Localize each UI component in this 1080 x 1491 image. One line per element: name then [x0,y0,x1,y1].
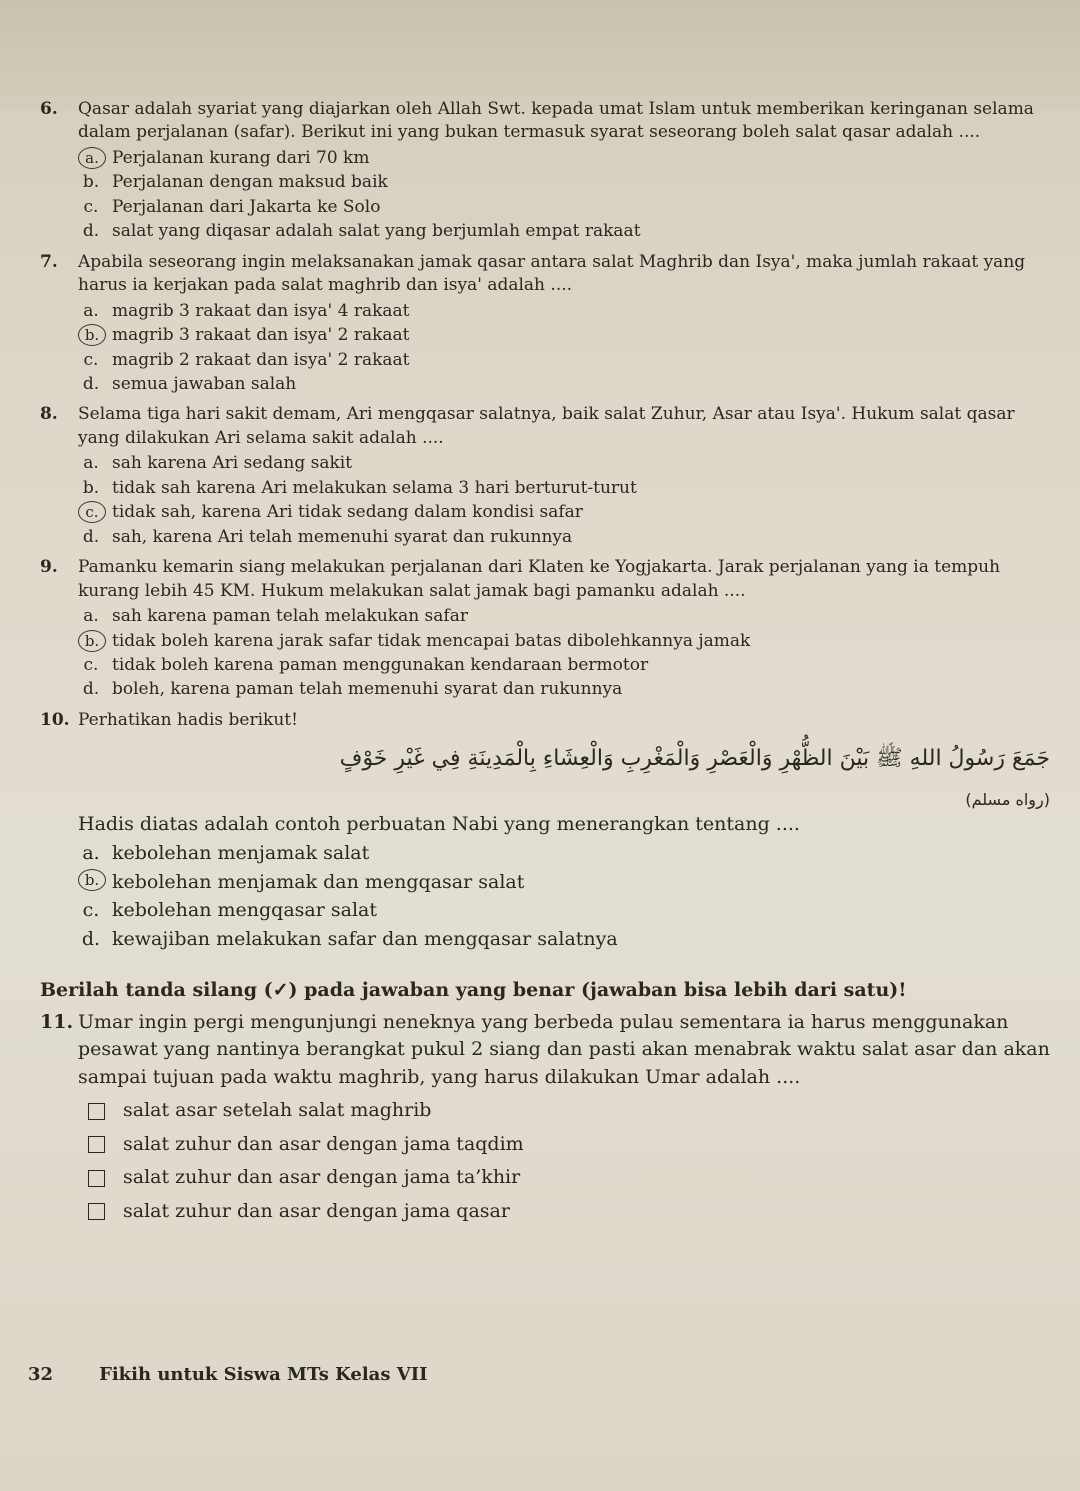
option-a[interactable] [78,147,1050,170]
option-text: Perjalanan dari Jakarta ke Solo [112,196,381,217]
page-footer [28,1364,428,1385]
option-text: boleh, karena paman telah memenuhi syarat dan rukunnya [112,679,623,700]
checkbox-list [78,1097,1050,1225]
option-d[interactable] [78,373,1050,396]
option-letter: d. [82,373,100,394]
option-d[interactable] [78,678,1050,701]
question-number: 7. [40,251,58,272]
checkbox-icon[interactable] [88,1103,105,1120]
option-letter: d. [82,679,100,700]
checkbox-option-1[interactable] [78,1097,1050,1125]
option-text: tidak boleh karena jarak safar tidak mencapai batas dibolehkannya jamak [112,630,751,651]
question-10 [40,709,1050,955]
option-letter-circled: b. [78,869,106,891]
option-text: kebolehan menjamak dan mengqasar salat [112,870,525,893]
option-text: sah karena Ari sedang sakit [112,453,353,474]
option-a[interactable] [78,840,1050,868]
checkbox-option-3[interactable] [78,1164,1050,1192]
multiple-choice-section [40,98,1050,703]
option-letter-circled: b. [78,324,106,346]
option-text: sah karena paman telah melakukan safar [112,606,468,627]
option-c[interactable] [78,654,1050,677]
book-title: Fikih untuk Siswa MTs Kelas VII [99,1364,428,1385]
question-stem: Perhatikan hadis berikut! [78,709,298,730]
checkbox-label: salat zuhur dan asar dengan jama ta’khir [123,1166,521,1189]
checkbox-icon[interactable] [88,1203,105,1220]
option-a[interactable] [78,300,1050,323]
option-b[interactable] [78,869,1050,897]
option-list [78,452,1050,549]
checkbox-label: salat zuhur dan asar dengan jama taqdim [123,1132,524,1155]
question-number: 10. [40,709,70,730]
option-letter: d. [82,526,100,547]
hadith-narrator: (رواه مسلم) [965,789,1050,809]
option-b[interactable] [78,477,1050,500]
section-instruction: Berilah tanda silang (✓) pada jawaban yang benar (jawaban bisa lebih dari satu)! [40,978,907,1001]
option-letter: a. [82,842,100,865]
option-c[interactable] [78,501,1050,524]
option-text: tidak sah, karena Ari tidak sedang dalam kondisi safar [112,502,583,523]
option-text: tidak sah karena Ari melakukan selama 3 hari berturut-turut [112,477,637,498]
page-number: 32 [28,1364,54,1385]
checkbox-option-4[interactable] [78,1198,1050,1226]
option-letter: a. [83,606,99,627]
question-number: 11. [40,1010,74,1033]
option-text: magrib 3 rakaat dan isya' 4 rakaat [112,300,410,321]
checkbox-icon[interactable] [88,1170,105,1187]
option-letter: c. [82,899,100,922]
option-text: semua jawaban salah [112,373,297,394]
question-number: 6. [40,99,58,119]
hadith-arabic-text: جَمَعَ رَسُولُ اللهِ ﷺ بَيْنَ الظُّهْرِ وَالْعَصْرِ وَالْمَغْرِبِ وَالْعِشَاءِ بِالْمَدِينَةِ فِي غَيْرِ خَوْفٍ [339,746,1050,772]
option-c[interactable] [78,196,1050,219]
option-a[interactable] [78,452,1050,475]
option-d[interactable] [78,220,1050,243]
option-letter-circled: a. [78,147,106,169]
option-letter: d. [81,927,101,950]
checkbox-option-2[interactable] [78,1131,1050,1159]
option-a[interactable] [78,605,1050,628]
option-c[interactable] [78,897,1050,925]
option-letter: c. [83,654,99,675]
option-text: magrib 3 rakaat dan isya' 2 rakaat [112,325,410,346]
checkbox-label: salat zuhur dan asar dengan jama qasar [123,1200,510,1222]
question-stem: Umar ingin pergi mengunjungi neneknya yang berbeda pulau sementara ia harus menggunakan pesawat yang nantinya berangkat pukul 2 siang dan pasti akan menabrak waktu salat asar dan akan sampai tujuan pada waktu maghrib, yang harus dilakukan Umar adalah .... [78,1010,1050,1088]
option-list [78,300,1050,397]
option-d[interactable] [78,526,1050,549]
option-text: Perjalanan kurang dari 70 km [112,147,370,168]
option-b[interactable] [78,630,1050,653]
question-stem: Apabila seseorang ingin melaksanakan jamak qasar antara salat Maghrib dan Isya', maka jumlah rakaat yang harus ia kerjakan pada salat maghrib dan isya' adalah .... [78,251,1026,296]
option-letter: c. [83,349,99,370]
question-number: 8. [40,404,58,425]
question-stem: Selama tiga hari sakit demam, Ari mengqasar salatnya, baik salat Zuhur, Asar atau Isya'. Hukum salat qasar yang dilakukan Ari selama sakit adalah .... [78,404,1015,448]
page-content [40,92,1050,1232]
option-text: salat yang diqasar adalah salat yang berjumlah empat rakaat [112,221,641,242]
option-text: kebolehan mengqasar salat [112,899,377,922]
checkbox-icon[interactable] [88,1136,105,1153]
question-stem: Qasar adalah syariat yang diajarkan oleh Allah Swt. kepada umat Islam untuk memberikan keringanan selama dalam perjalanan (safar). Berikut ini yang bukan termasuk syarat seseorang boleh salat qasar adalah .... [78,99,1034,143]
option-d[interactable] [78,926,1050,954]
option-text: magrib 2 rakaat dan isya' 2 rakaat [112,349,410,370]
option-list [78,147,1050,244]
option-letter: a. [83,453,99,474]
option-letter: a. [83,300,99,321]
option-letter: d. [82,221,100,242]
question-7 [40,251,1050,398]
question-stem: Pamanku kemarin siang melakukan perjalanan dari Klaten ke Yogjakarta. Jarak perjalanan yang ia tempuh kurang lebih 45 KM. Hukum melakukan salat jamak bagi pamanku adalah .... [78,557,1001,601]
option-list [78,605,1050,702]
question-11 [40,1009,1050,1232]
question-9 [40,556,1050,703]
option-c[interactable] [78,349,1050,372]
option-letter-circled: c. [78,501,106,523]
option-letter-circled: b. [78,630,106,652]
option-list [78,840,1050,953]
option-text: tidak boleh karena paman menggunakan kendaraan bermotor [112,654,649,675]
question-number: 9. [40,557,58,578]
checkbox-label: salat asar setelah salat maghrib [123,1099,432,1122]
option-text: Perjalanan dengan maksud baik [112,172,388,193]
option-b[interactable] [78,171,1050,194]
option-letter: b. [82,172,100,193]
question-6 [40,98,1050,245]
option-text: sah, karena Ari telah memenuhi syarat dan rukunnya [112,526,573,547]
question-8 [40,403,1050,550]
question-prompt: Hadis diatas adalah contoh perbuatan Nabi yang menerangkan tentang .... [78,812,800,835]
option-text: kewajiban melakukan safar dan mengqasar salatnya [112,927,618,950]
option-text: kebolehan menjamak salat [112,842,370,865]
option-letter: b. [82,477,100,498]
option-letter: c. [83,196,99,217]
option-b[interactable] [78,324,1050,347]
